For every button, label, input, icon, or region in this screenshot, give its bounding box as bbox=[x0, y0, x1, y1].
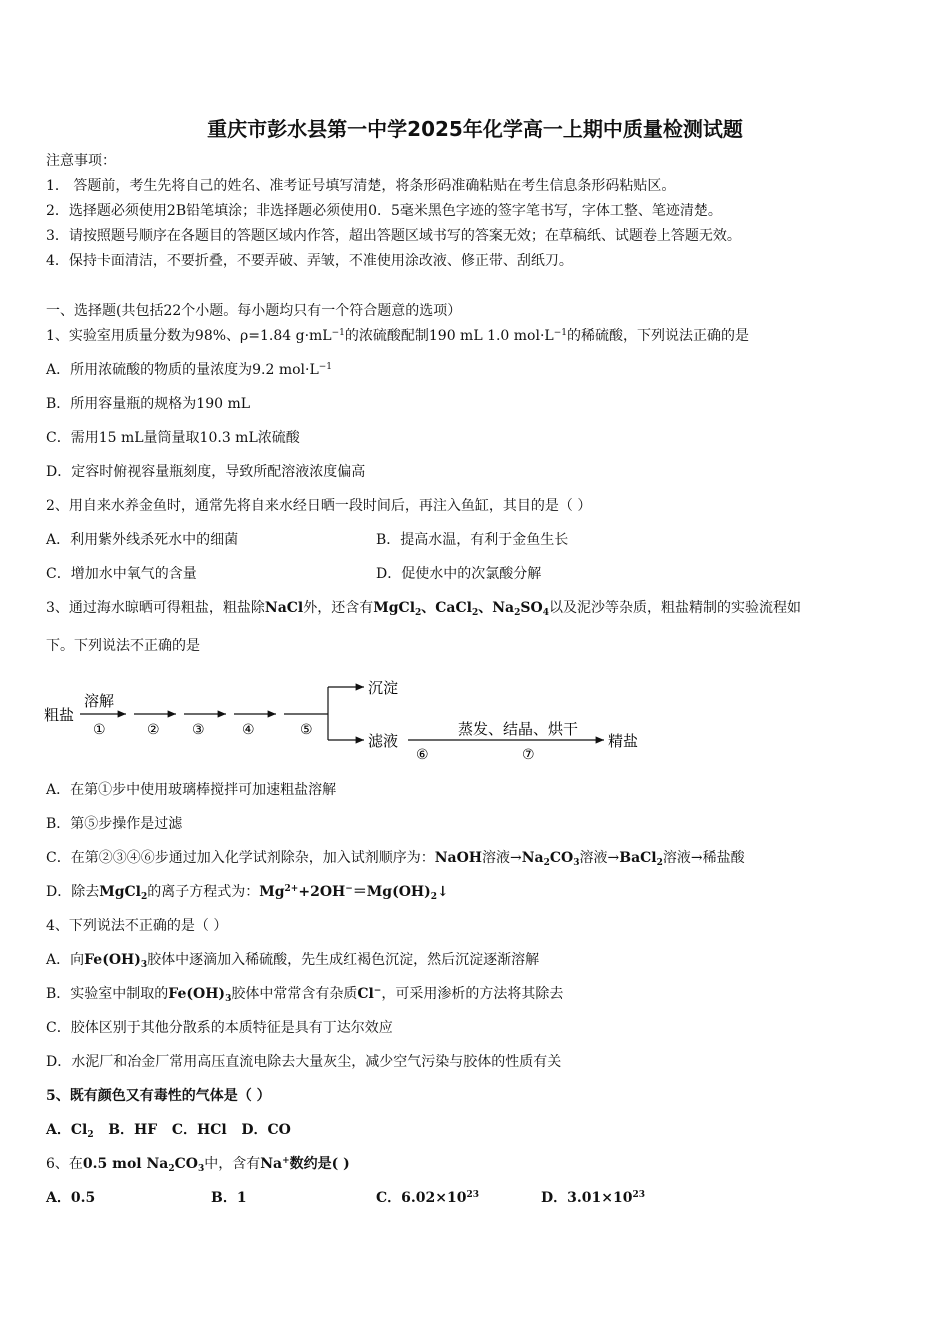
flow-filtrate-label: 滤液 bbox=[368, 732, 399, 750]
q2-stem: 2、用自来水养金鱼时，通常先将自来水经日晒一段时间后，再注入鱼缸，其目的是（ ） bbox=[46, 498, 592, 514]
q1-option-a: A．所用浓硫酸的物质的量浓度为9.2 $mol\cdot L^{-1}$ bbox=[46, 362, 333, 378]
q4-option-b: B．实验室中制取的$Fe(OH)_3$胶体中常常含有杂质Cl−，可采用渗析的方法将其除去 bbox=[46, 986, 564, 1004]
q3-stem-line2: 下。下列说法不正确的是 bbox=[46, 638, 200, 654]
page-title: 重庆市彭水县第一中学2025年化学高一上期中质量检测试题 bbox=[207, 117, 743, 141]
q5-stem: 5、既有颜色又有毒性的气体是（ ） bbox=[46, 1088, 271, 1104]
q2-option-d: D．促使水中的次氯酸分解 bbox=[376, 566, 542, 582]
notice-item-2: 2．选择题必须使用2B铅笔填涂；非选择题必须使用0．5毫米黑色字迹的签字笔书写，字体工整、笔迹清楚。 bbox=[46, 203, 722, 219]
q5-options bbox=[46, 1120, 291, 1140]
q6-option-a: A．0.5 bbox=[46, 1190, 96, 1206]
q3-option-a: A．在第①步中使用玻璃棒搅拌可加速粗盐溶解 bbox=[46, 782, 337, 798]
q1-option-c: C．需用15 mL量筒量取10.3 mL浓硫酸 bbox=[46, 430, 300, 446]
q2-option-a: A．利用紫外线杀死水中的细菌 bbox=[46, 532, 239, 548]
q5-option-d: D．CO bbox=[241, 1122, 291, 1138]
flow-step-6: ⑥ bbox=[416, 747, 429, 763]
q6-option-c: C．$6.02\times 10^{23}$ bbox=[376, 1190, 479, 1206]
flow-dissolve-label: 溶解 bbox=[84, 692, 115, 710]
flow-start-label: 粗盐 bbox=[44, 706, 75, 724]
flow-step-1: ① bbox=[93, 722, 106, 738]
q4-option-d: D．水泥厂和冶金厂常用高压直流电除去大量灰尘，减少空气污染与胶体的性质有关 bbox=[46, 1054, 562, 1070]
q1-option-b: B．所用容量瓶的规格为190 mL bbox=[46, 396, 251, 412]
flow-step-7: ⑦ bbox=[522, 747, 535, 763]
salt-refining-flowchart bbox=[42, 672, 662, 772]
q6-option-d: D．$3.01\times 10^{23}$ bbox=[541, 1190, 645, 1206]
q5-option-a: A．$Cl_2$ bbox=[46, 1122, 94, 1140]
flow-precipitate-label: 沉淀 bbox=[368, 679, 399, 697]
flow-step-4: ④ bbox=[242, 722, 255, 738]
notice-item-4: 4．保持卡面清洁，不要折叠，不要弄破、弄皱，不准使用涂改液、修正带、刮纸刀。 bbox=[46, 253, 573, 269]
section-heading: 一、选择题(共包括22个小题。每小题均只有一个符合题意的选项） bbox=[46, 303, 462, 319]
flow-step-3: ③ bbox=[192, 722, 205, 738]
flow-step-2: ② bbox=[147, 722, 160, 738]
q6-option-b: B．1 bbox=[211, 1190, 247, 1206]
notice-item-1: 1． 答题前，考生先将自己的姓名、准考证号填写清楚，将条形码准确粘贴在考生信息条形码粘贴区。 bbox=[46, 178, 676, 194]
notice-heading: 注意事项： bbox=[46, 153, 116, 169]
q3-option-b: B．第⑤步操作是过滤 bbox=[46, 816, 183, 832]
q2-option-c: C．增加水中氧气的含量 bbox=[46, 566, 197, 582]
q1-stem: 1、实验室用质量分数为98%、ρ=1.84 $g\cdot mL^{-1}$的浓硫酸配制190 mL 1.0 $mol\cdot L^{-1}$的稀硫酸，下列说法正确的是 bbox=[46, 328, 749, 344]
q4-option-c: C．胶体区别于其他分散系的本质特征是具有丁达尔效应 bbox=[46, 1020, 393, 1036]
q3-option-d: D．除去MgCl$_2$的离子方程式为：$Mg^{2+}+2OH^-=Mg(OH)_2↓$ bbox=[46, 884, 449, 902]
q2-option-b: B．提高水温，有利于金鱼生长 bbox=[376, 532, 569, 548]
notice-item-3: 3．请按照题号顺序在各题目的答题区域内作答，超出答题区域书写的答案无效；在草稿纸、试题卷上答题无效。 bbox=[46, 228, 741, 244]
q6-stem: 6、在0.5 mol $Na_2CO_3$中，含有Na+数约是( ) bbox=[46, 1156, 350, 1174]
q5-option-b: B．HF bbox=[108, 1122, 158, 1138]
q5-option-c: C．HCl bbox=[171, 1122, 227, 1138]
flow-evaporate-label: 蒸发、结晶、烘干 bbox=[458, 720, 579, 738]
q1-option-d: D．定容时俯视容量瓶刻度，导致所配溶液浓度偏高 bbox=[46, 464, 366, 480]
q3-option-c: C．在第②③④⑥步通过加入化学试剂除杂，加入试剂顺序为：NaOH溶液$\to Na_2CO_3$溶液→BaCl$_2$溶液→稀盐酸 bbox=[46, 850, 745, 868]
flow-end-label: 精盐 bbox=[608, 732, 639, 750]
q4-option-a: A．向$Fe(OH)_3$胶体中逐滴加入稀硫酸，先生成红褐色沉淀，然后沉淀逐渐溶解 bbox=[46, 952, 540, 970]
q3-stem-line1: 3、通过海水晾晒可得粗盐，粗盐除NaCl外，还含有MgCl$_2$、CaCl$_2$、$Na_2SO_4$以及泥沙等杂质，粗盐精制的实验流程如 bbox=[46, 600, 801, 618]
flow-step-5: ⑤ bbox=[300, 722, 313, 738]
q4-stem: 4、下列说法不正确的是（ ） bbox=[46, 918, 228, 934]
